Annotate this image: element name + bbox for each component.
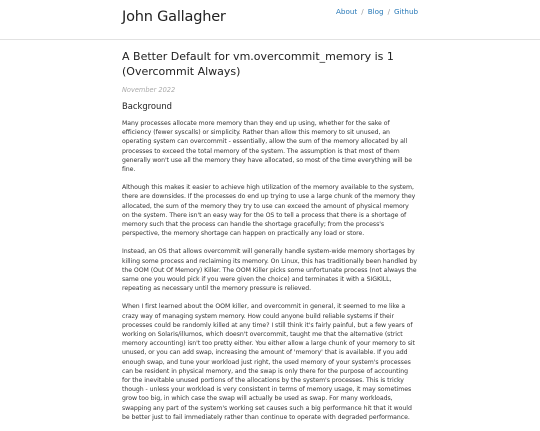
post-date: November 2022 [122, 86, 176, 94]
site-header [0, 0, 540, 40]
article [122, 50, 418, 431]
nav-link-blog[interactable]: Blog [367, 7, 384, 16]
top-nav [336, 7, 418, 16]
nav-separator: / [387, 7, 390, 16]
paragraph: Although this makes it easier to achieve high utilization of the memory available to the system, there are downsides. If the processes do end up trying to use a large chunk of the memory they allocated, the sum of the memory they try to use can exceed the amount of physical memory on the system. There isn't an easy way for the OS to tell a process that there is a shortage of memory such that the process can handle the shortage gracefully; from the process's perspective, the memory shortage can happen on practically any load or store. [122, 184, 416, 238]
nav-link-about[interactable]: About [336, 7, 358, 16]
paragraph: Many processes allocate more memory than they end up using, whether for the sake of efficiency (fewer syscalls) or simplicity. Rather than allow this memory to sit unused, an operating system can overcommit - essentially, allow the sum of the memory allocated by all processes to exceed the total memory of the system. The assumption is that most of them generally won't use all the memory they have allocated, so most of the time everything will be fine. [122, 120, 413, 174]
paragraph: Instead, an OS that allows overcommit will generally handle system-wide memory shortages by killing some process and reclaiming its memory. On Linux, this has traditionally been handled by the OOM (Out Of Memory) Killer. The OOM Killer picks some unfortunate process (not always the same one you would pick if you were given the choice) and terminates it with a SIGKILL, repeating as necessary until the memory pressure is relieved. [122, 248, 417, 293]
post-title: A Better Default for vm.overcommit_memory is 1 (Overcommit Always) [122, 50, 394, 78]
paragraph: When I first learned about the OOM killer, and overcommit in general, it seemed to me like a crazy way of managing system memory. How could anyone build reliable systems if their processes could be randomly killed at any time? I still think it's fairly painful, but a few years of working on Solaris/illumos, which doesn't overcommit, taught me that the alternative (strict memory accounting) isn't too pretty either. You either allow a large chunk of your memory to sit unused, or you can add swap, increasing the amount of 'memory' that is available. If you add enough swap, and tune your workload just right, the used memory of your system's processes can be resident in physical memory, and the swap is only there for the purpose of accounting for the inevitable unused portions of the allocations by the system's processes. This is tricky though - unless your workload is very consistent in terms of memory usage, it may sometimes grow too big, in which case the swap will actually be used as swap. For many workloads, swapping any part of the system's working set causes such a big performance hit that it would be better just to fail immediately rather than continue to operate with degraded performance. [122, 303, 415, 421]
site-title[interactable]: John Gallagher [122, 9, 226, 25]
article-body [122, 119, 418, 422]
nav-separator: / [361, 7, 364, 16]
nav-link-github[interactable]: Github [394, 7, 419, 16]
section-heading: Background [122, 101, 172, 111]
